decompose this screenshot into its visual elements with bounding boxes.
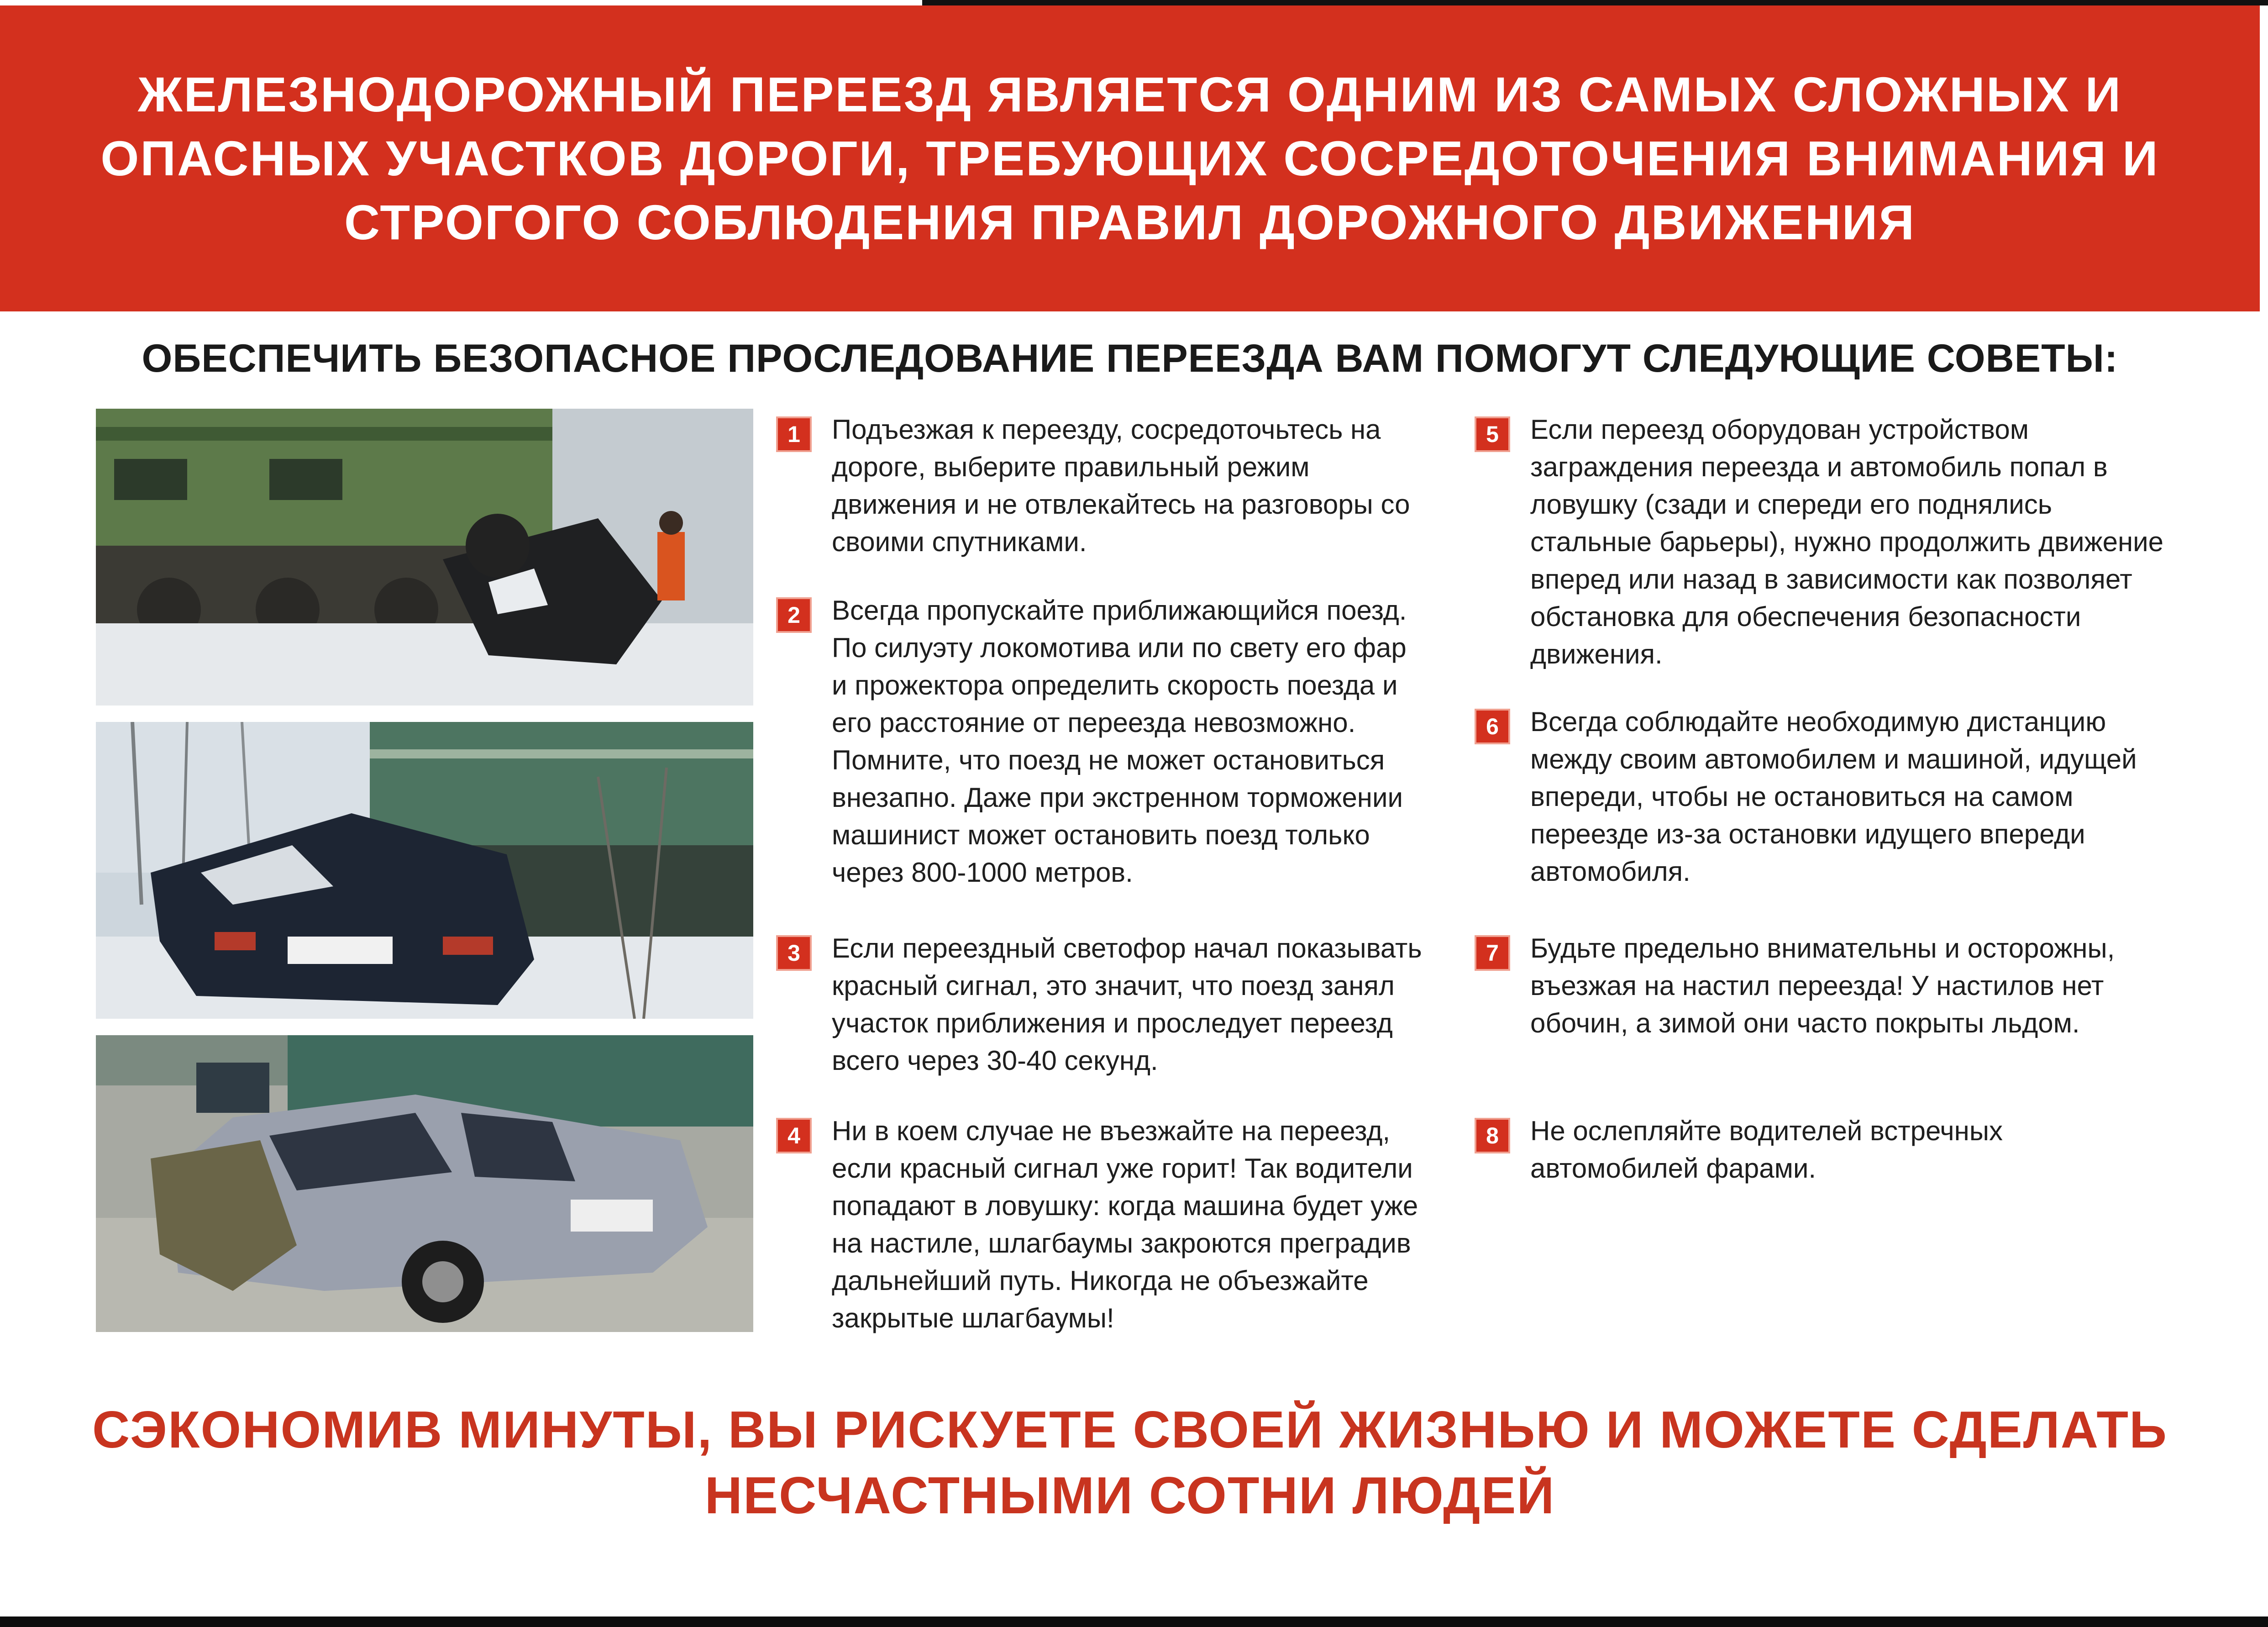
tip-number-badge: 7: [1475, 935, 1510, 971]
footer-slogan: СЭКОНОМИВ МИНУТЫ, ВЫ РИСКУЕТЕ СВОЕЙ ЖИЗНЬЮ И МОЖЕТЕ СДЕЛАТЬ НЕСЧАСТНЫМИ СОТНИ ЛЮДЕЙ: [92, 1401, 2168, 1525]
tip-7: [1475, 930, 2173, 1042]
tip-8: [1475, 1112, 2173, 1187]
tip-number-badge: 8: [1475, 1118, 1510, 1153]
tip-number-badge: 5: [1475, 416, 1510, 452]
photo-accident-hatchback: [96, 1035, 753, 1332]
tip-text: Будьте предельно внимательны и осторожны, въезжая на настил переезда! У настилов нет обочин, а зимой они часто покрыты льдом.: [1530, 933, 2115, 1038]
tip-4: [776, 1112, 1429, 1337]
header-banner: [0, 5, 2260, 311]
tip-text: Ни в коем случае не въезжайте на переезд, если красный сигнал уже горит! Так водители попадают в ловушку: когда машина будет уже на настиле, шлагбаумы закроются преградив дальнейший путь. Никогда не объезжайте закрытые шлагбаумы!: [832, 1116, 1418, 1333]
tip-text: Подъезжая к переезду, сосредоточьтесь на дороге, выберите правильный режим движения и не отвлекайтесь на разговоры со своими спутниками.: [832, 414, 1410, 557]
tip-text: Всегда соблюдайте необходимую дистанцию между своим автомобилем и машиной, идущей впереди, чтобы не остановиться на самом переезде из-за остановки идущего впереди автомобиля.: [1530, 706, 2137, 887]
tip-text: Всегда пропускайте приближающийся поезд. По силуэту локомотива или по свету его фар и прожектора определить скорость поезда и его расстояние от переезда невозможно. Помните, что поезд не может остановиться внезапно. Даже при экстренном торможении машинист может остановить поезд только через 800-1000 метров.: [832, 595, 1407, 888]
tip-2: [776, 592, 1429, 891]
tip-number-badge: 4: [776, 1118, 812, 1153]
tip-text: Если переездный светофор начал показывать красный сигнал, это значит, что поезд занял участок приближения и проследует переезд всего через 30-40 секунд.: [832, 933, 1422, 1076]
photo-1-illustration: [96, 409, 753, 706]
tip-text: Не ослепляйте водителей встречных автомобилей фарами.: [1530, 1116, 2003, 1184]
tip-1: [776, 411, 1429, 561]
tip-number-badge: 1: [776, 416, 812, 452]
photo-accident-locomotive: [96, 409, 753, 706]
tip-number-badge: 6: [1475, 709, 1510, 744]
tip-number-badge: 3: [776, 935, 812, 971]
tip-6: [1475, 703, 2173, 890]
photo-3-illustration: [96, 1035, 753, 1332]
bottom-edge-strip: [0, 1616, 2268, 1627]
tip-number-badge: 2: [776, 597, 812, 633]
banner-title: ЖЕЛЕЗНОДОРОЖНЫЙ ПЕРЕЕЗД ЯВЛЯЕТСЯ ОДНИМ ИЗ САМЫХ СЛОЖНЫХ И ОПАСНЫХ УЧАСТКОВ ДОРОГИ, ТРЕБУЮЩИХ СОСРЕДОТОЧЕНИЯ ВНИМАНИЯ И СТРОГОГО СОБЛЮДЕНИЯ ПРАВИЛ ДОРОЖНОГО ДВИЖЕНИЯ: [100, 67, 2159, 250]
tip-text: Если переезд оборудован устройством заграждения переезда и автомобиль попал в ловушку (сзади и спереди его поднялись стальные барьеры), нужно продолжить движение вперед или назад в зависимости как позволяет обстановка для обеспечения безопасности движения.: [1530, 414, 2164, 669]
tip-3: [776, 930, 1429, 1079]
photo-2-illustration: [96, 722, 753, 1019]
top-edge-strip: [922, 0, 2268, 5]
photo-accident-sedan: [96, 722, 753, 1019]
photo-column: [96, 409, 753, 1348]
tips-subtitle: ОБЕСПЕЧИТЬ БЕЗОПАСНОЕ ПРОСЛЕДОВАНИЕ ПЕРЕЕЗДА ВАМ ПОМОГУТ СЛЕДУЮЩИЕ СОВЕТЫ:: [142, 337, 2118, 380]
tip-5: [1475, 411, 2173, 673]
